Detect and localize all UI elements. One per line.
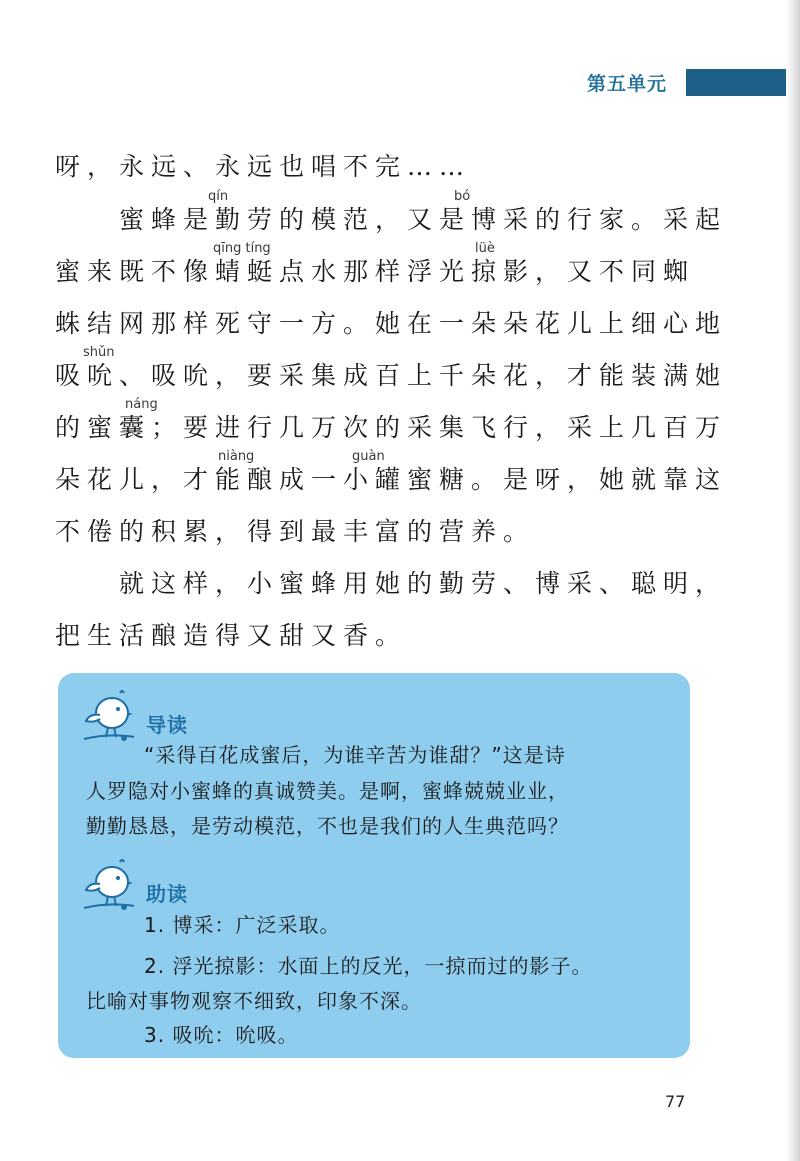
zhudu-line: 1. 博采：广泛采取。 bbox=[144, 913, 341, 937]
text-line: 吸吮、吸吮，要采集成百上千朵花，才能装满她 bbox=[55, 361, 728, 390]
daodu-line: 勤勤恳恳，是劳动模范，不也是我们的人生典范吗？ bbox=[86, 814, 569, 838]
pinyin-annotation: shǔn bbox=[83, 345, 115, 360]
text-line: 朵花儿，才能酿成一小罐蜜糖。是呀，她就靠这 bbox=[55, 465, 728, 494]
zhudu-line: 3. 吸吮：吮吸。 bbox=[144, 1023, 299, 1047]
daodu-title: 导读 bbox=[146, 713, 188, 737]
guide-box bbox=[58, 673, 690, 1058]
pinyin-annotation: qīng tíng bbox=[213, 241, 271, 256]
text-line: 呀，永远、永远也唱不完…… bbox=[55, 152, 472, 181]
pinyin-annotation: guàn bbox=[352, 449, 385, 464]
pinyin-annotation: bó bbox=[454, 189, 471, 204]
pinyin-annotation: náng bbox=[125, 397, 158, 412]
text-line: 蜜来既不像蜻蜓点水那样浮光掠影，又不同蜘 bbox=[55, 257, 696, 286]
text-line: 的蜜囊；要进行几万次的采集飞行，采上几百万 bbox=[55, 413, 728, 442]
zhudu-line: 2. 浮光掠影：水面上的反光，一掠而过的影子。 bbox=[144, 954, 593, 978]
text-line: 就这样，小蜜蜂用她的勤劳、博采、聪明， bbox=[55, 569, 728, 598]
daodu-line: 人罗隐对小蜜蜂的真诚赞美。是啊，蜜蜂兢兢业业， bbox=[86, 779, 569, 803]
daodu-line: “采得百花成蜜后，为谁辛苦为谁甜？”这是诗 bbox=[144, 743, 566, 767]
text-line: 把生活酿造得又甜又香。 bbox=[55, 621, 408, 650]
bird-icon bbox=[80, 687, 138, 745]
unit-label: 第五单元 bbox=[587, 73, 668, 95]
page-edge bbox=[786, 0, 800, 1161]
zhudu-title: 助读 bbox=[146, 882, 188, 906]
bird-icon bbox=[80, 856, 138, 914]
page-number: 77 bbox=[665, 1092, 686, 1111]
pinyin-annotation: qín bbox=[208, 189, 229, 204]
unit-bar bbox=[686, 69, 786, 96]
pinyin-annotation: niàng bbox=[218, 449, 255, 464]
text-line: 蜜蜂是勤劳的模范，又是博采的行家。采起 bbox=[55, 205, 728, 234]
text-line: 不倦的积累，得到最丰富的营养。 bbox=[55, 517, 536, 546]
zhudu-line: 比喻对事物观察不细致，印象不深。 bbox=[86, 989, 422, 1013]
text-line: 蛛结网那样死守一方。她在一朵朵花儿上细心地 bbox=[55, 309, 728, 338]
pinyin-annotation: lüè bbox=[475, 241, 495, 256]
